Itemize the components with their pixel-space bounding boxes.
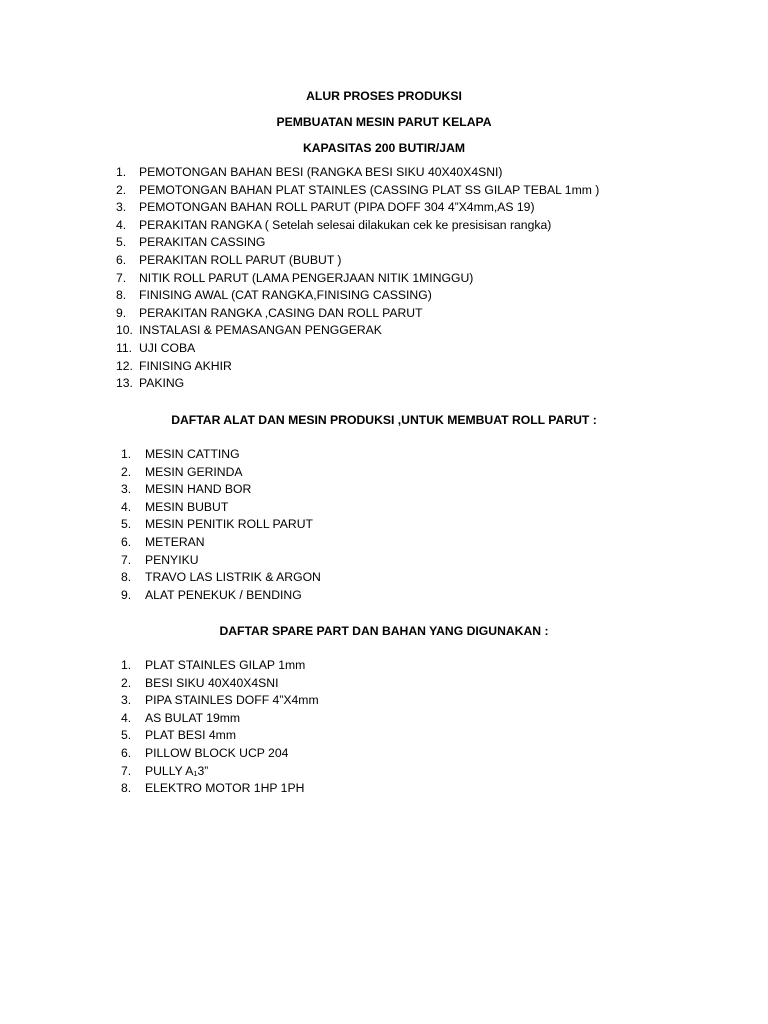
list-item-text: MESIN HAND BOR: [145, 482, 252, 497]
list-item-text: MESIN GERINDA: [145, 464, 243, 479]
list-item-text: PIPA STAINLES DOFF 4”X4mm: [145, 693, 319, 708]
list-item-text: PULLY A₁3”: [145, 763, 209, 778]
list-item-text: PLAT STAINLES GILAP 1mm: [145, 658, 306, 672]
list-item-text: UJI COBA: [139, 340, 196, 355]
list-item-number: 4.: [121, 710, 132, 725]
list-item-text: PILLOW BLOCK UCP 204: [145, 745, 289, 760]
list-item-number: 6.: [121, 534, 132, 549]
list-item-text: PAKING: [139, 376, 185, 391]
list-item-text: PERAKITAN ROLL PARUT (BUBUT ): [139, 252, 342, 267]
list-item-text: PERAKITAN RANGKA ,CASING DAN ROLL PARUT: [139, 305, 423, 320]
list-item-number: 7.: [121, 763, 132, 778]
list-item-text: PEMOTONGAN BAHAN ROLL PARUT (PIPA DOFF 304 4”X4mm,AS 19): [139, 200, 535, 215]
list-item-text: METERAN: [145, 534, 205, 549]
list-item-number: 7.: [121, 552, 132, 567]
list-item-number: 2.: [121, 675, 132, 690]
list-item-text: MESIN BUBUT: [145, 499, 229, 514]
list-item-text: NITIK ROLL PARUT (LAMA PENGERJAAN NITIK 1MINGGU): [139, 270, 474, 285]
list-item-number: 7.: [116, 270, 127, 285]
list-item-text: MESIN CATTING: [145, 447, 240, 461]
list-item-text: ELEKTRO MOTOR 1HP 1PH: [145, 781, 305, 796]
list-item-number: 9.: [116, 305, 127, 320]
list-item-number: 8.: [116, 288, 127, 303]
list-item-number: 11.: [116, 340, 133, 355]
document-title: ALUR PROSES PRODUKSI: [306, 89, 462, 103]
list-item-number: 6.: [116, 252, 127, 267]
list-item-text: AS BULAT 19mm: [145, 710, 241, 725]
list-item-number: 2.: [121, 464, 132, 479]
list-item-number: 1.: [116, 165, 127, 179]
list-item-text: PERAKITAN RANGKA ( Setelah selesai dilakukan cek ke presisisan rangka): [139, 217, 552, 232]
list-item-text: PLAT BESI 4mm: [145, 728, 236, 743]
list-item-number: 5.: [121, 728, 132, 743]
list-item-number: 1.: [121, 447, 132, 461]
list-item-text: TRAVO LAS LISTRIK & ARGON: [145, 570, 321, 585]
list-item-text: PEMOTONGAN BAHAN PLAT STAINLES (CASSING PLAT SS GILAP TEBAL 1mm ): [139, 182, 600, 197]
list-item-number: 9.: [121, 587, 132, 602]
list-item-text: FINISING AKHIR: [139, 358, 232, 373]
list-item-text: BESI SIKU 40X40X4SNI: [145, 675, 279, 690]
list-item-number: 2.: [116, 182, 127, 197]
list-item-number: 4.: [121, 499, 132, 514]
list-item-text: PENYIKU: [145, 552, 199, 567]
list-item-number: 12.: [116, 358, 133, 373]
tools-heading: DAFTAR ALAT DAN MESIN PRODUKSI ,UNTUK MEMBUAT ROLL PARUT :: [171, 413, 597, 427]
list-item-number: 3.: [121, 693, 132, 708]
parts-heading: DAFTAR SPARE PART DAN BAHAN YANG DIGUNAKAN :: [219, 624, 549, 638]
list-item-text: MESIN PENITIK ROLL PARUT: [145, 517, 313, 532]
list-item-number: 6.: [121, 745, 132, 760]
list-item-text: INSTALASI & PEMASANGAN PENGGERAK: [139, 323, 382, 338]
list-item-number: 13.: [116, 376, 133, 391]
list-item-number: 3.: [116, 200, 127, 215]
list-item-number: 8.: [121, 781, 132, 796]
list-item-number: 8.: [121, 570, 132, 585]
list-item-number: 3.: [121, 482, 132, 497]
list-item-number: 5.: [121, 517, 132, 532]
list-item-text: PERAKITAN CASSING: [139, 235, 266, 250]
list-item-number: 10.: [116, 323, 133, 338]
list-item-text: ALAT PENEKUK / BENDING: [145, 587, 302, 602]
list-item-number: 1.: [121, 658, 132, 672]
list-item-number: 4.: [116, 217, 127, 232]
list-item-text: FINISING AWAL (CAT RANGKA,FINISING CASSING): [139, 288, 432, 303]
capacity-heading: KAPASITAS 200 BUTIR/JAM: [302, 141, 466, 155]
list-item-number: 5.: [116, 235, 127, 250]
document-subtitle: PEMBUATAN MESIN PARUT KELAPA: [276, 115, 492, 129]
list-item-text: PEMOTONGAN BAHAN BESI (RANGKA BESI SIKU 40X40X4SNI): [139, 165, 503, 179]
